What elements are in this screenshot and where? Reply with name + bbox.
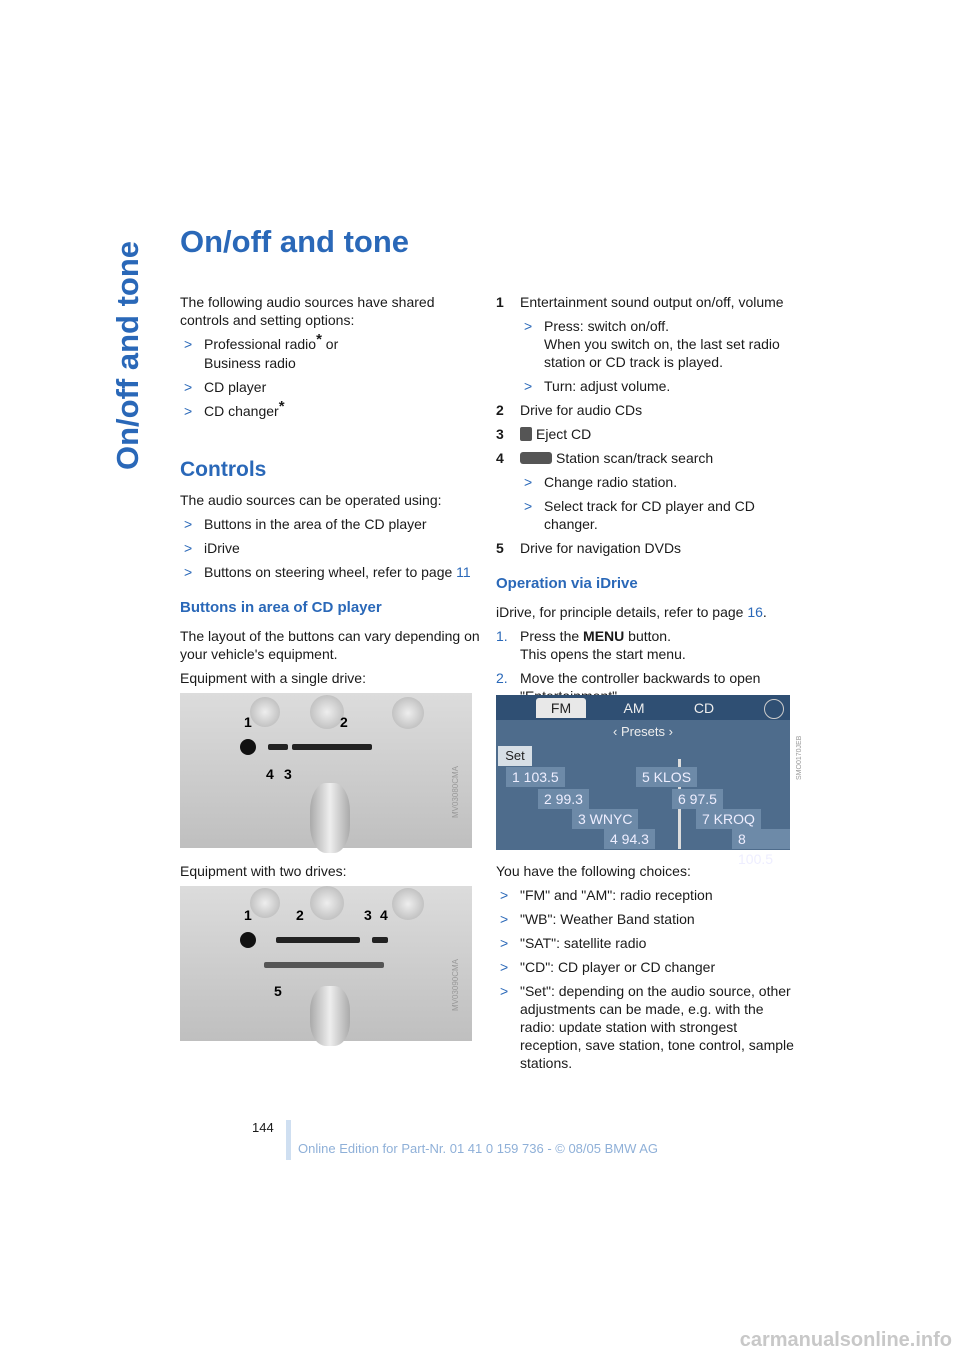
step-2: 2. Move the controller backwards to open	[496, 670, 761, 686]
control-item-3: 3 Eject CD	[496, 426, 592, 442]
preset-station[interactable]: 1 103.5	[506, 767, 565, 787]
controls-item: > Buttons in the area of the CD player	[180, 515, 480, 533]
page-number: 144	[252, 1120, 274, 1135]
watermark: carmanualsonline.info	[739, 1329, 952, 1351]
presets-label[interactable]: ‹ Presets ›	[613, 724, 673, 739]
footer-bar	[286, 1120, 291, 1160]
control-item-5: 5 Drive for navigation DVDs	[496, 540, 682, 556]
single-drive-figure: 1 2 4 3 MV03080CMA	[180, 693, 472, 848]
choices-intro: You have the following choices:	[496, 863, 691, 879]
screen-tabs	[496, 695, 790, 720]
control-bullet: > Change radio station.	[520, 473, 796, 491]
control-bullet: > Select track for CD player and CD changer.	[520, 497, 796, 533]
choice-item: > "Set": depending on the audio source, other adjustments can be made, e.g. with the radio: update station with strongest reception, save station, tone control, sample stations.	[496, 982, 796, 1072]
page-link[interactable]: 16	[747, 604, 763, 620]
single-drive-label: Equipment with a single drive:	[180, 670, 366, 686]
control-item-2: 2 Drive for audio CDs	[496, 402, 643, 418]
page-link[interactable]: 11	[456, 564, 471, 580]
volume-knob-icon	[240, 932, 256, 948]
controls-item: > Buttons on steering wheel, refer to page 11	[180, 563, 480, 581]
left-column	[180, 293, 480, 1055]
preset-station[interactable]: 8 100.5	[732, 829, 790, 849]
choice-item: > "WB": Weather Band station	[496, 910, 796, 928]
control-item-1: 1 Entertainment sound output on/off, volume	[496, 294, 784, 310]
preset-station[interactable]: 5 KLOS	[636, 767, 697, 787]
cd-layout-text: The layout of the buttons can vary depending on your vehicle's equipment.	[180, 628, 480, 662]
choice-item: > "CD": CD player or CD changer	[496, 958, 796, 976]
preset-station[interactable]: 7 KROQ	[696, 809, 761, 829]
two-drives-figure: 1 2 3 4 5 MV03090CMA	[180, 886, 472, 1041]
control-bullet: > Turn: adjust volume.	[520, 377, 796, 395]
tab-fm[interactable]: FM	[536, 698, 586, 718]
preset-station[interactable]: 4 94.3	[604, 829, 655, 849]
source-item: > Professional radio* or Business radio	[180, 335, 480, 372]
controls-item: > iDrive	[180, 539, 480, 557]
tab-am[interactable]: AM	[623, 700, 645, 716]
right-column	[496, 293, 796, 711]
screen-code: SMO0170JEB	[796, 735, 803, 780]
cd-buttons-heading: Buttons in area of CD player	[180, 599, 382, 616]
idrive-intro: iDrive, for principle details, refer to page 16.	[496, 604, 767, 620]
idrive-screen	[496, 695, 790, 867]
page-title: On/off and tone	[180, 224, 410, 259]
intro-text: The following audio sources have shared controls and setting options:	[180, 294, 435, 328]
menu-key: MENU	[583, 628, 625, 644]
idrive-heading: Operation via iDrive	[496, 575, 638, 592]
compass-icon	[764, 699, 784, 719]
choice-item: > "FM" and "AM": radio reception	[496, 886, 796, 904]
preset-station[interactable]: 3 WNYC	[572, 809, 638, 829]
preset-station[interactable]: 2 99.3	[538, 789, 589, 809]
controls-intro: The audio sources can be operated using:	[180, 492, 442, 508]
eject-icon	[520, 427, 532, 441]
scan-button-icon	[520, 452, 552, 464]
control-bullet: > Press: switch on/off. When you switch on, the last set radio station or CD track is played.	[520, 317, 796, 371]
set-button[interactable]: Set	[498, 746, 532, 766]
choice-item: > "SAT": satellite radio	[496, 934, 796, 952]
side-tab: On/off and tone	[110, 240, 145, 470]
step-1: 1. Press the MENU button. This opens the start menu.	[496, 628, 686, 662]
footer-text: Online Edition for Part-Nr. 01 41 0 159 736 - © 08/05 BMW AG	[298, 1141, 659, 1156]
control-item-4: 4 Station scan/track search	[496, 450, 714, 466]
volume-knob-icon	[240, 739, 256, 755]
two-drives-label: Equipment with two drives:	[180, 863, 347, 879]
tab-cd[interactable]: CD	[693, 700, 715, 716]
source-item: > CD changer*	[180, 402, 480, 421]
source-item: > CD player	[180, 378, 480, 396]
preset-station[interactable]: 6 97.5	[672, 789, 723, 809]
controls-heading: Controls	[180, 458, 267, 481]
choices-column	[496, 862, 796, 1078]
